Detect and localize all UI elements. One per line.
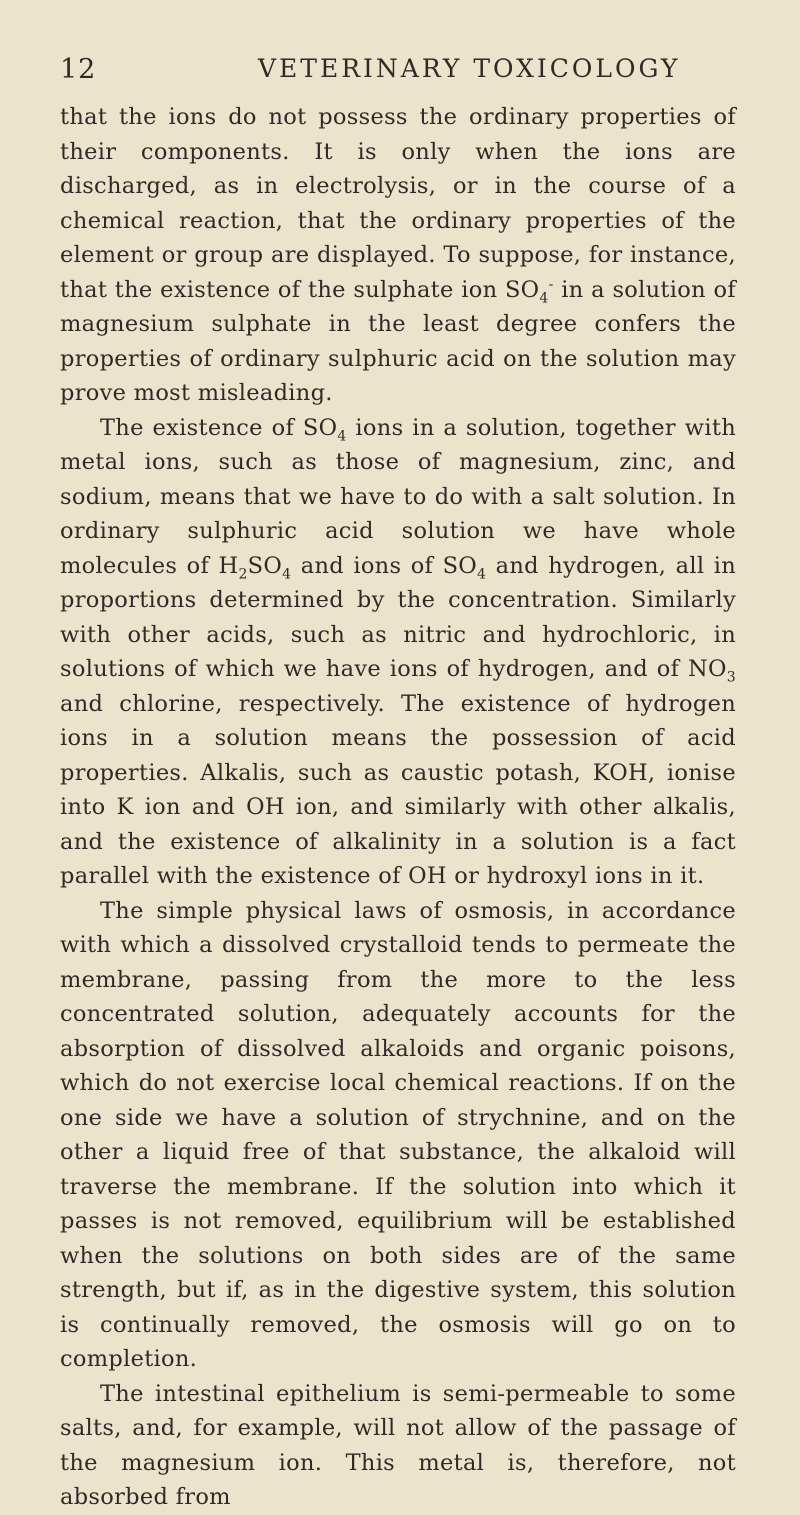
page-number: 12 — [60, 54, 97, 85]
text-segment: and hydrogen, all in proportions determined by the concentration. Similarly with other acids, such as nitric and hydrochloric, in solutions of which we have ions of hydrogen, and of NO — [60, 552, 737, 682]
subscript: 4 — [337, 428, 347, 444]
text-segment: that the ions do not possess the ordinary properties of their components. It is only when the ions are discharged, as in electrolysis, or in the course of a chemical reaction, that the ordinary properties of the element or group are displayed. To suppose, for instance, that the existence of the sulphate ion SO — [60, 104, 736, 303]
subscript: 4 — [477, 566, 487, 582]
paragraph — [60, 894, 736, 1377]
superscript: - — [548, 276, 554, 292]
text-segment: ions in a solution, together with metal ions, such as those of magnesium, zinc, and sodium, means that we have to do with a salt solution. In ordinary sulphuric acid solution we have whole molecules of H — [60, 414, 736, 579]
text-segment: and ions of SO — [291, 552, 478, 579]
text-segment: in a solution of magnesium sulphate in the least degree confers the properties of ordinary sulphuric acid on the solution may prove most misleading. — [60, 276, 736, 406]
text-segment: The existence of SO — [100, 414, 338, 441]
text-segment: and chlorine, respectively. The existence of hydrogen ions in a solution means the possession of acid properties. Alkalis, such as caustic potash, KOH, ionise into K ion and OH ion, and similarly with other alkalis, and the existence of alkalinity in a solution is a fact parallel with the existence of OH or hydroxyl ions in it. — [60, 690, 736, 889]
paragraph — [60, 411, 736, 894]
subscript: 2 — [238, 566, 248, 582]
text-segment: The intestinal epithelium is semi-permeable to some salts, and, for example, will not allow of the passage of the magnesium ion. This metal is, therefore, not absorbed from — [60, 1380, 736, 1510]
subscript: 4 — [539, 290, 549, 306]
running-head — [60, 48, 736, 88]
text-segment: The simple physical laws of osmosis, in accordance with which a dissolved crystalloid tends to permeate the membrane, passing from the more to the less concentrated solution, adequately accounts for the absorption of dissolved alkaloids and organic poisons, which do not exercise local chemical reactions. If on the one side we have a solution of strychnine, and on the other a liquid free of that substance, the alkaloid will traverse the membrane. If the solution into which it passes is not removed, equilibrium will be established when the solutions on both sides are of the same strength, but if, as in the digestive system, this solution is continually removed, the osmosis will go on to completion. — [60, 897, 736, 1372]
subscript: 4 — [282, 566, 292, 582]
text-segment: SO — [247, 552, 283, 579]
running-title: VETERINARY TOXICOLOGY — [258, 54, 681, 83]
body-text — [60, 100, 736, 1515]
paragraph — [60, 100, 736, 411]
subscript: 3 — [726, 669, 736, 686]
paragraph — [60, 1377, 736, 1515]
